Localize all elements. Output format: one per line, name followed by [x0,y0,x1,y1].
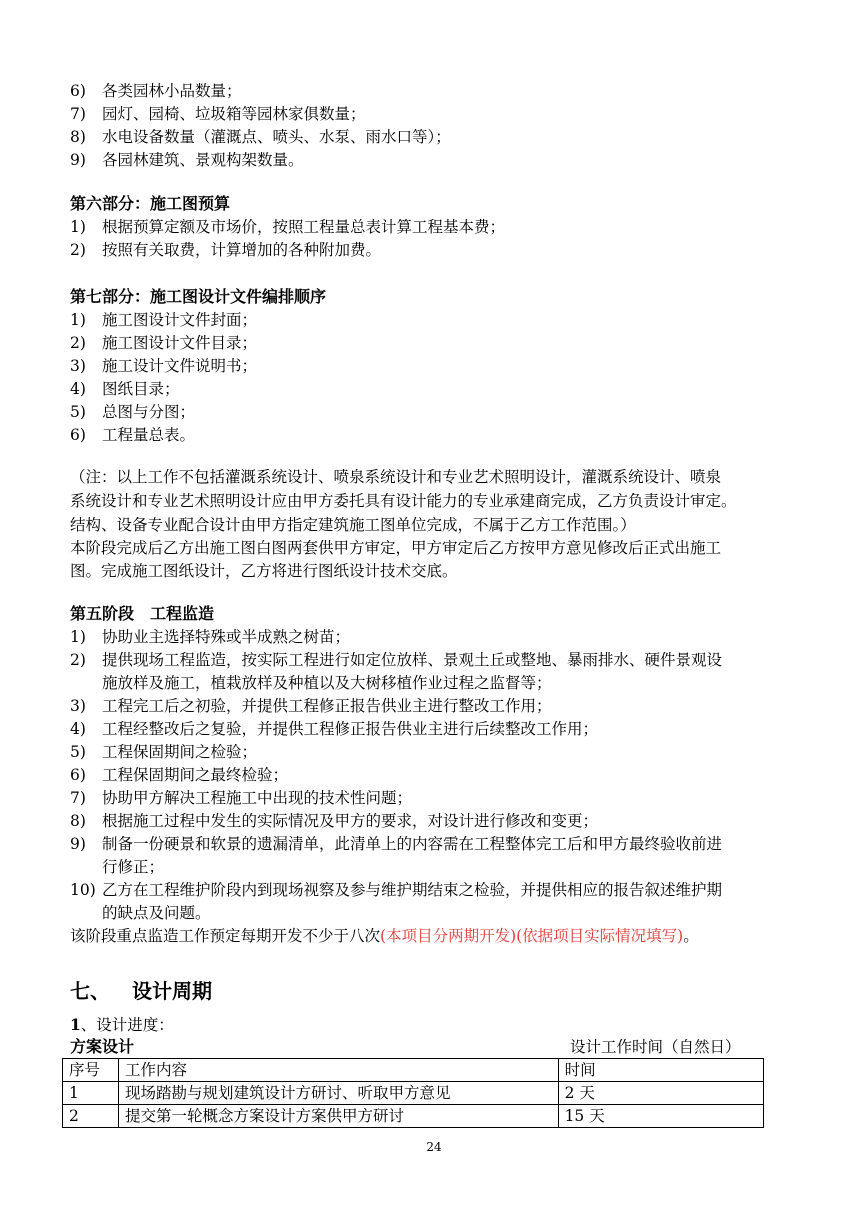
section-heading: 第五阶段 工程监造 [70,604,215,623]
chapter-number: 七、 [70,979,110,1003]
table-row [63,1082,764,1105]
table-cell: 15 天 [558,1105,763,1128]
chapter-title: 设计周期 [132,979,212,1003]
table-cell: 现场踏勘与规划建筑设计方研讨、听取甲方意见 [118,1082,558,1105]
header-cell: 时间 [558,1059,763,1082]
table-cell: 1 [63,1082,119,1105]
page-number: 24 [426,1140,442,1154]
list-item-continuation: 行修正； [102,858,165,876]
list-item-continuation: 的缺点及问题。 [102,904,211,922]
note-paragraph-line: 结构、设备专业配合设计由甲方指定建筑施工图单位完成，不属于乙方工作范围。） [70,516,636,534]
table-cell: 2 天 [558,1082,763,1105]
note-paragraph-line: （注：以上工作不包括灌溉系统设计、喷泉系统设计和专业艺术照明设计，灌溉系统设计、喷泉 [70,468,722,486]
table-cell: 2 [63,1105,119,1128]
table-row [63,1105,764,1128]
subsection-label: 1、设计进度： [70,1015,174,1034]
note-paragraph-line: 本阶段完成后乙方出施工图白图两套供甲方审定，甲方审定后乙方按甲方意见修改后正式出施工 [70,539,722,557]
table-cell: 提交第一轮概念方案设计方案供甲方研讨 [118,1105,558,1128]
note-paragraph-line: 系统设计和专业艺术照明设计应由甲方委托具有设计能力的专业承建商完成，乙方负责设计审定。 [70,492,737,510]
document-page: 6) 各类园林小品数量； 7) 园灯、园椅、垃圾箱等园林家俱数量； 8) 水电设备数量（灌溉点、喷头、水泵、雨水口等）； 9) 各园林建筑、景观构架数量。 第六部分：施工图预算 1) 根据预算定额及市场价，按照工程量总表计算工程基本费； 2) 按照有关取费，计算增加的各种附加费。 第七部分：施工图设计文件编排顺序 1) 施工图设计文件封面； 2) 施工图设计文件目录； 3) 施工设计文件说明书； 4) 图纸目录； 5) 总图与分图； 6) 工程量总表。 （注：以上工作不包括灌溉系统设计、喷泉系统设计和专业艺术照明设计，灌溉系统设计、喷泉 系统设计和专业艺术照明设计应由甲方委托具有设计能力的专业承建商完成，乙方负责设计审定。 结构、设备专业配合设计由甲方指定建筑施工图单位完成，不属于乙方工作范围。） 本阶段完成后乙方出施工图白图两套供甲方审定，甲方审定后乙方按甲方意见修改后正式出施工 图。完成施工图纸设计，乙方将进行图纸设计技术交底。 第五阶段 工程监造 1) 协助业主选择特殊或半成熟之树苗； 2) 提供现场工程监造，按实际工程进行如定位放样、景观土丘或整地、暴雨排水、硬件景观设 施放样及施工，植栽放样及种植以及大树移植作业过程之监督等； 3) 工程完工后之初验，并提供工程修正报告供业主进行整改工作用； 4) 工程经整改后之复验，并提供工程修正报告供业主进行后续整改工作用； 5) 工程保固期间之检验； 6) 工程保固期间之最终检验； 7) 协助甲方解决工程施工中出现的技术性问题； 8) 根据施工过程中发生的实际情况及甲方的要求，对设计进行修改和变更； 9) 制备一份硬景和软景的遗漏清单，此清单上的内容需在工程整体完工后和甲方最终验收前进 行修正； 10) 乙方在工程维护阶段内到现场视察及参与维护期结束之检验，并提供相应的报告叙述维护期 的缺点及问题。 该阶段重点监造工作预定每期开发不少于八次(本项目分两期开发)(依据项目实际情况填写)。 七、 设计周期 1、设计进度： 方案设计 设计工作时间（自然日） 序号 工作内容 时间 1 现场踏勘与规划建筑设计方研讨、听取甲方意见 2 天 2 提交第一轮概念方案设计方案供甲方研讨 15 天 24 [0,0,868,1228]
section-heading: 第七部分：施工图设计文件编排顺序 [70,287,327,306]
note-paragraph-line: 图。完成施工图纸设计，乙方将进行图纸设计技术交底。 [70,562,458,580]
table-title: 方案设计 [70,1037,135,1056]
highlight-note: (本项目分两期开发)(依据项目实际情况填写) [380,927,684,945]
header-cell: 工作内容 [118,1059,558,1082]
list-item-continuation: 施放样及施工，植栽放样及种植以及大树移植作业过程之监督等； [102,674,552,692]
table-header-row [63,1059,764,1082]
closing-paragraph: 该阶段重点监造工作预定每期开发不少于八次(本项目分两期开发)(依据项目实际情况填写)。 [70,927,699,945]
header-cell: 序号 [63,1059,119,1082]
table-note: 设计工作时间（自然日） [570,1038,741,1056]
schedule-table [62,1058,764,1128]
section-heading: 第六部分：施工图预算 [70,194,231,213]
